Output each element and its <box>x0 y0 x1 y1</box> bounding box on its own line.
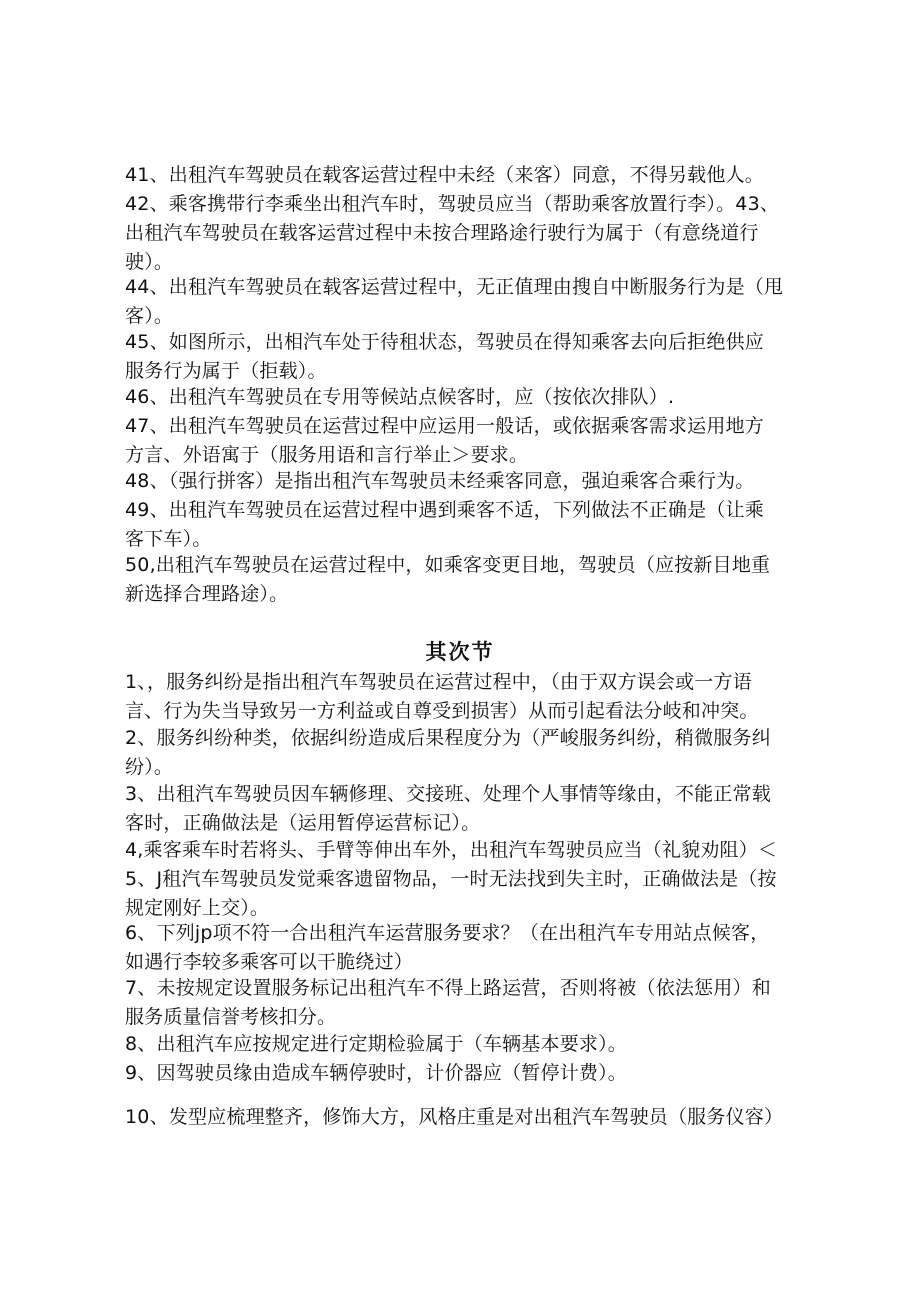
text-line: 2、服务纠纷种类，依据纠纷造成后果程度分为（严峻服务纠纷，稍微服务纠 <box>125 727 771 749</box>
text-line: 46、出租汽车驾驶员在专用等候站点候客时，应（按依次排队）. <box>125 386 675 408</box>
text-line: 47、出租汽车驾驶员在运营过程中应运用一般话，或依据乘客需求运用地方 <box>125 415 764 437</box>
text-line: 8、出租汽车应按规定进行定期检验属于（车辆基本要求）。 <box>125 1033 627 1055</box>
section2-question-3 <box>125 780 805 838</box>
section2-question-8 <box>125 1030 805 1059</box>
question-45 <box>125 328 805 386</box>
question-49 <box>125 496 805 554</box>
text-line: 方言、外语寓于（服务用语和言行举止＞要求。 <box>125 444 529 466</box>
section2-question-9 <box>125 1059 805 1088</box>
text-line: 规定刚好上交）。 <box>125 897 270 919</box>
text-line: 5、J租汽车驾驶员发觉乘客遗留物品，一时无法找到失主时，正确做法是（按 <box>125 868 777 890</box>
question-48 <box>125 467 805 496</box>
text-line: 7、未按规定设置服务标记出租汽车不得上路运营，否则将被（依法惩用）和 <box>125 977 771 999</box>
text-line: 50,出租汽车驾驶员在运营过程中，如乘客变更目地，驾驶员（应按新目地重 <box>125 554 771 576</box>
section2-question-6 <box>125 919 805 977</box>
text-line: 49、出租汽车驾驶员在运营过程中遇到乘客不适，下列做法不正确是（让乘 <box>125 499 764 521</box>
text-line: 出租汽车驾驶员在载客运营过程中未按合理路途行驶行为属于（有意绕道行 <box>125 222 759 244</box>
text-line: 驶）。 <box>125 251 174 273</box>
text-line: 如遇行李较多乘客可以干脆绕过） <box>125 951 414 973</box>
text-line: 服务质量信誉考核扣分。 <box>125 1006 337 1028</box>
text-line: 客下车）。 <box>125 528 212 550</box>
section2-question-10 <box>125 1103 805 1132</box>
text-line: 客时，正确做法是（运用暂停运营标记）。 <box>125 812 481 834</box>
section2-question-2 <box>125 724 805 782</box>
text-line: 45、如图所示，出相汽车处于待租状态，驾驶员在得知乘客去向后拒绝供应 <box>125 331 764 353</box>
text-line: 48、（强行拼客）是指出租汽车驾驶员未经乘客同意，强迫乘客合乘行为。 <box>125 470 755 492</box>
text-line: 1、，服务纠纷是指出租汽车驾驶员在运营过程中，（由于双方误会或一方语 <box>125 671 752 693</box>
text-line: 纷）。 <box>125 756 174 778</box>
question-41 <box>125 161 805 190</box>
question-46 <box>125 383 805 412</box>
text-line: 言、行为失当导致另一方利益或自尊受到损害）从而引起看法分岐和冲突。 <box>125 700 759 722</box>
text-line: 9、因驾驶员缘由造成车辆停驶时，计价器应（暂停计费）。 <box>125 1062 627 1084</box>
text-line: 4,乘客乘车时若将头、手臂等伸出车外，出租汽车驾驶员应当（礼貌劝阻）＜ <box>125 839 778 861</box>
text-line: 41、出租汽车驾驶员在载客运营过程中未经（来客）同意，不得另载他人。 <box>125 164 764 186</box>
text-line: 44、出租汽车驾驶员在载客运营过程中，无正值理由搜自中断服务行为是（甩 <box>125 276 784 298</box>
text-line: 42、乘客携带行李乘坐出租汽车时，驾驶员应当（帮助乘客放置行李）。43、 <box>125 193 780 215</box>
text-line: 服务行为属于（拒载）。 <box>125 360 327 382</box>
text-line: 3、出租汽车驾驶员因车辆修理、交接班、处理个人事情等缘由，不能正常载 <box>125 783 771 805</box>
text-line: 10、发型应梳理整齐，修饰大方，风格庄重是对出租汽车驾驶员（服务仪容） <box>125 1106 784 1128</box>
section2-question-4-5 <box>125 836 805 923</box>
text-line: 客）。 <box>125 305 174 327</box>
question-50 <box>125 551 805 609</box>
text-line: 新选择合理路途）。 <box>125 583 289 605</box>
section2-question-7 <box>125 974 805 1032</box>
section2-question-1 <box>125 668 805 726</box>
text-line: 6、下列jp项不符一合出租汽车运营服务要求？（在出租汽车专用站点候客， <box>125 922 770 944</box>
question-47 <box>125 412 805 470</box>
question-44 <box>125 273 805 331</box>
question-42-43 <box>125 190 805 277</box>
section-heading: 其次节 <box>425 639 495 664</box>
